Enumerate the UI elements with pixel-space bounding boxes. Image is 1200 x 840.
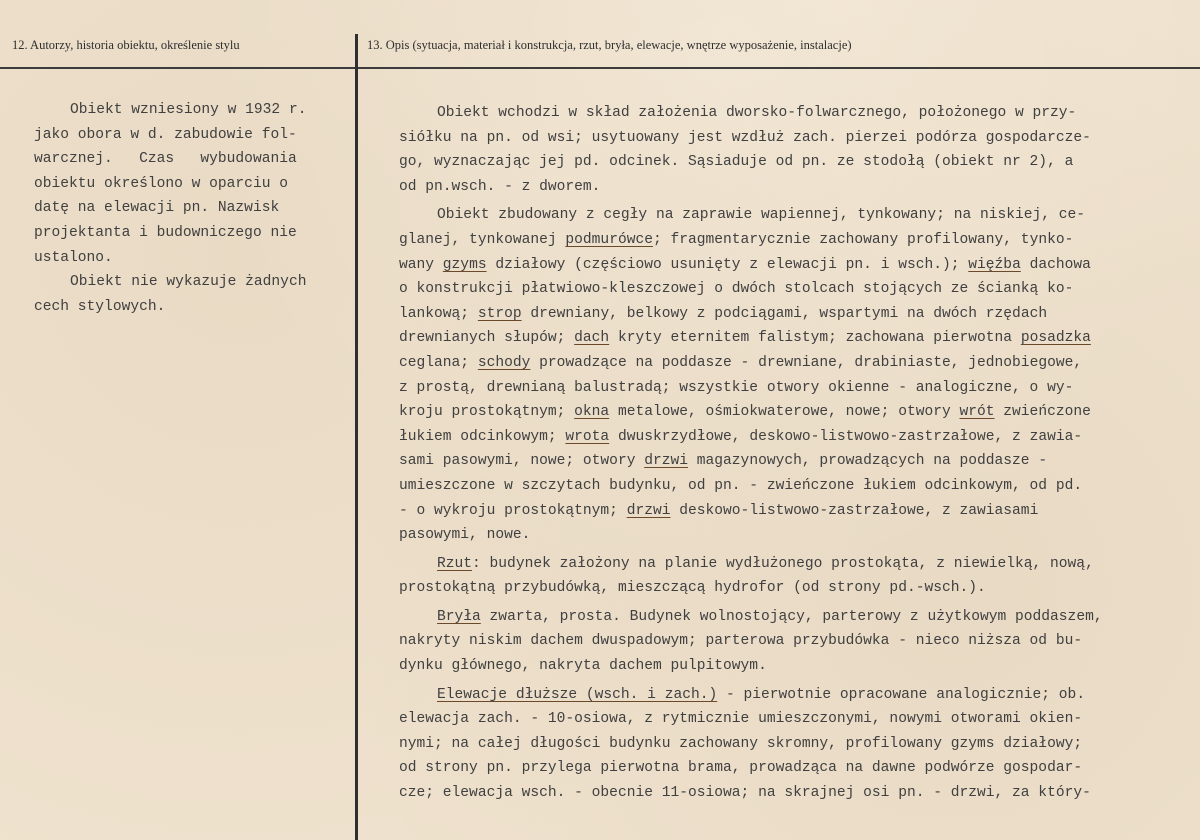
term-gzyms: gzyms <box>442 256 487 273</box>
text-line: go, wyznaczając jej pd. odcinek. Sąsiaduje od pn. ze stodołą (obiekt nr 2), a <box>399 154 1074 171</box>
authors-history-text <box>34 98 344 319</box>
text-line: dynku głównego, nakryta dachem pulpitowym. <box>399 658 767 675</box>
text-line: umieszczone w szczytach budynku, od pn. - zwieńczone łukiem odcinkowym, od pd. <box>399 477 1083 494</box>
term-wrota: wrota <box>565 428 610 445</box>
text-line: projektanta i budowniczego nie <box>34 224 297 241</box>
text-line: Elewacje dłuższe (wsch. i zach.) - pierwotnie opracowane analogicznie; ob. <box>437 686 1086 703</box>
text-line: z prostą, drewnianą balustradą; wszystkie otwory okienne - analogiczne, o wy- <box>399 379 1074 396</box>
text-line: kroju prostokątnym; okna metalowe, ośmiokwaterowe, nowe; otwory wrót zwieńczone <box>399 404 1091 421</box>
term-podmurowka: podmurówce <box>565 231 653 248</box>
description-text <box>399 101 1179 806</box>
text-line: Obiekt nie wykazuje żadnych <box>70 274 307 291</box>
text-line: siółku na pn. od wsi; usytuowany jest wzdłuż zach. pierzei podórza gospodarcze- <box>399 129 1091 146</box>
text-line: nakryty niskim dachem dwuspadowym; parterowa przybudówka - nieco niższa od bu- <box>399 633 1083 650</box>
term-dach: dach <box>574 330 610 347</box>
section-13-heading: 13. Opis (sytuacja, materiał i konstrukcja, rzut, bryła, elewacje, wnętrze wyposażenie, instalacje) <box>367 38 852 52</box>
text-line: Bryła zwarta, prosta. Budynek wolnostojący, parterowy z użytkowym poddaszem, <box>437 608 1103 625</box>
term-drzwi: drzwi <box>626 502 671 519</box>
text-line: pasowymi, nowe. <box>399 527 531 544</box>
text-line: od strony pn. przylega pierwotna brama, prowadząca na dawne podwórze gospodar- <box>399 760 1083 777</box>
text-line: prostokątną przybudówką, mieszczącą hydrofor (od strony pd.-wsch.). <box>399 580 986 597</box>
term-wiezba: więźba <box>968 256 1021 273</box>
text-line: od pn.wsch. - z dworem. <box>399 178 601 195</box>
text-line: ustalono. <box>34 249 113 266</box>
text-line: drewnianych słupów; dach kryty eternitem falistym; zachowana pierwotna posadzka <box>399 330 1091 347</box>
term-wrot: wrót <box>959 404 995 421</box>
text-line: o konstrukcji płatwiowo-kleszczowej o dwóch stolcach stojących ze ścianką ko- <box>399 281 1074 298</box>
term-strop: strop <box>477 305 522 322</box>
text-line: ceglana; schody prowadzące na poddasze - drewniane, drabiniaste, jednobiegowe, <box>399 354 1083 371</box>
column-divider <box>355 34 358 840</box>
text-line: elewacja zach. - 10-osiowa, z rytmicznie umieszczonymi, nowymi otworami okien- <box>399 711 1083 728</box>
term-bryla: Bryła <box>437 608 481 625</box>
text-line: cze; elewacja wsch. - obecnie 11-osiowa; na skrajnej osi pn. - drzwi, za który- <box>399 785 1091 802</box>
text-line: Rzut: budynek założony na planie wydłużonego prostokąta, z niewielką, nową, <box>437 555 1094 572</box>
term-drzwi: drzwi <box>644 453 689 470</box>
term-schody: schody <box>477 354 531 371</box>
text-line: nymi; na całej długości budynku zachowany skromny, profilowany gzyms działowy; <box>399 735 1083 752</box>
text-line: wany gzyms działowy (częściowo usunięty z elewacji pn. i wsch.); więźba dachowa <box>399 256 1091 273</box>
text-line: łukiem odcinkowym; wrota dwuskrzydłowe, deskowo-listwowo-zastrzałowe, z zawia- <box>399 428 1083 445</box>
term-elewacje: Elewacje dłuższe (wsch. i zach.) <box>437 686 718 703</box>
text-line: warcznej. Czas wybudowania <box>34 151 297 168</box>
text-line: glanej, tynkowanej podmurówce; fragmentarycznie zachowany profilowany, tynko- <box>399 231 1074 248</box>
text-line: jako obora w d. zabudowie fol- <box>34 126 297 143</box>
text-line: sami pasowymi, nowe; otwory drzwi magazynowych, prowadzących na poddasze - <box>399 453 1048 470</box>
term-posadzka: posadzka <box>1020 330 1091 347</box>
text-line: Obiekt zbudowany z cegły na zaprawie wapiennej, tynkowany; na niskiej, ce- <box>437 207 1086 224</box>
term-rzut: Rzut <box>437 555 473 572</box>
text-line: cech stylowych. <box>34 298 166 315</box>
text-line: Obiekt wchodzi w skład założenia dworsko-folwarcznego, położonego w przy- <box>437 105 1077 121</box>
text-line: lankową; strop drewniany, belkowy z podciągami, wspartymi na dwóch rzędach <box>399 305 1048 322</box>
term-okna: okna <box>574 404 610 421</box>
header-rule <box>0 67 1200 69</box>
text-line: Obiekt wzniesiony w 1932 r. <box>70 102 307 118</box>
text-line: obiektu określono w oparciu o <box>34 175 288 192</box>
text-line: datę na elewacji pn. Nazwisk <box>34 200 280 217</box>
text-line: - o wykroju prostokątnym; drzwi deskowo-listwowo-zastrzałowe, z zawiasami <box>399 502 1039 519</box>
section-12-heading: 12. Autorzy, historia obiektu, określenie stylu <box>12 38 240 52</box>
